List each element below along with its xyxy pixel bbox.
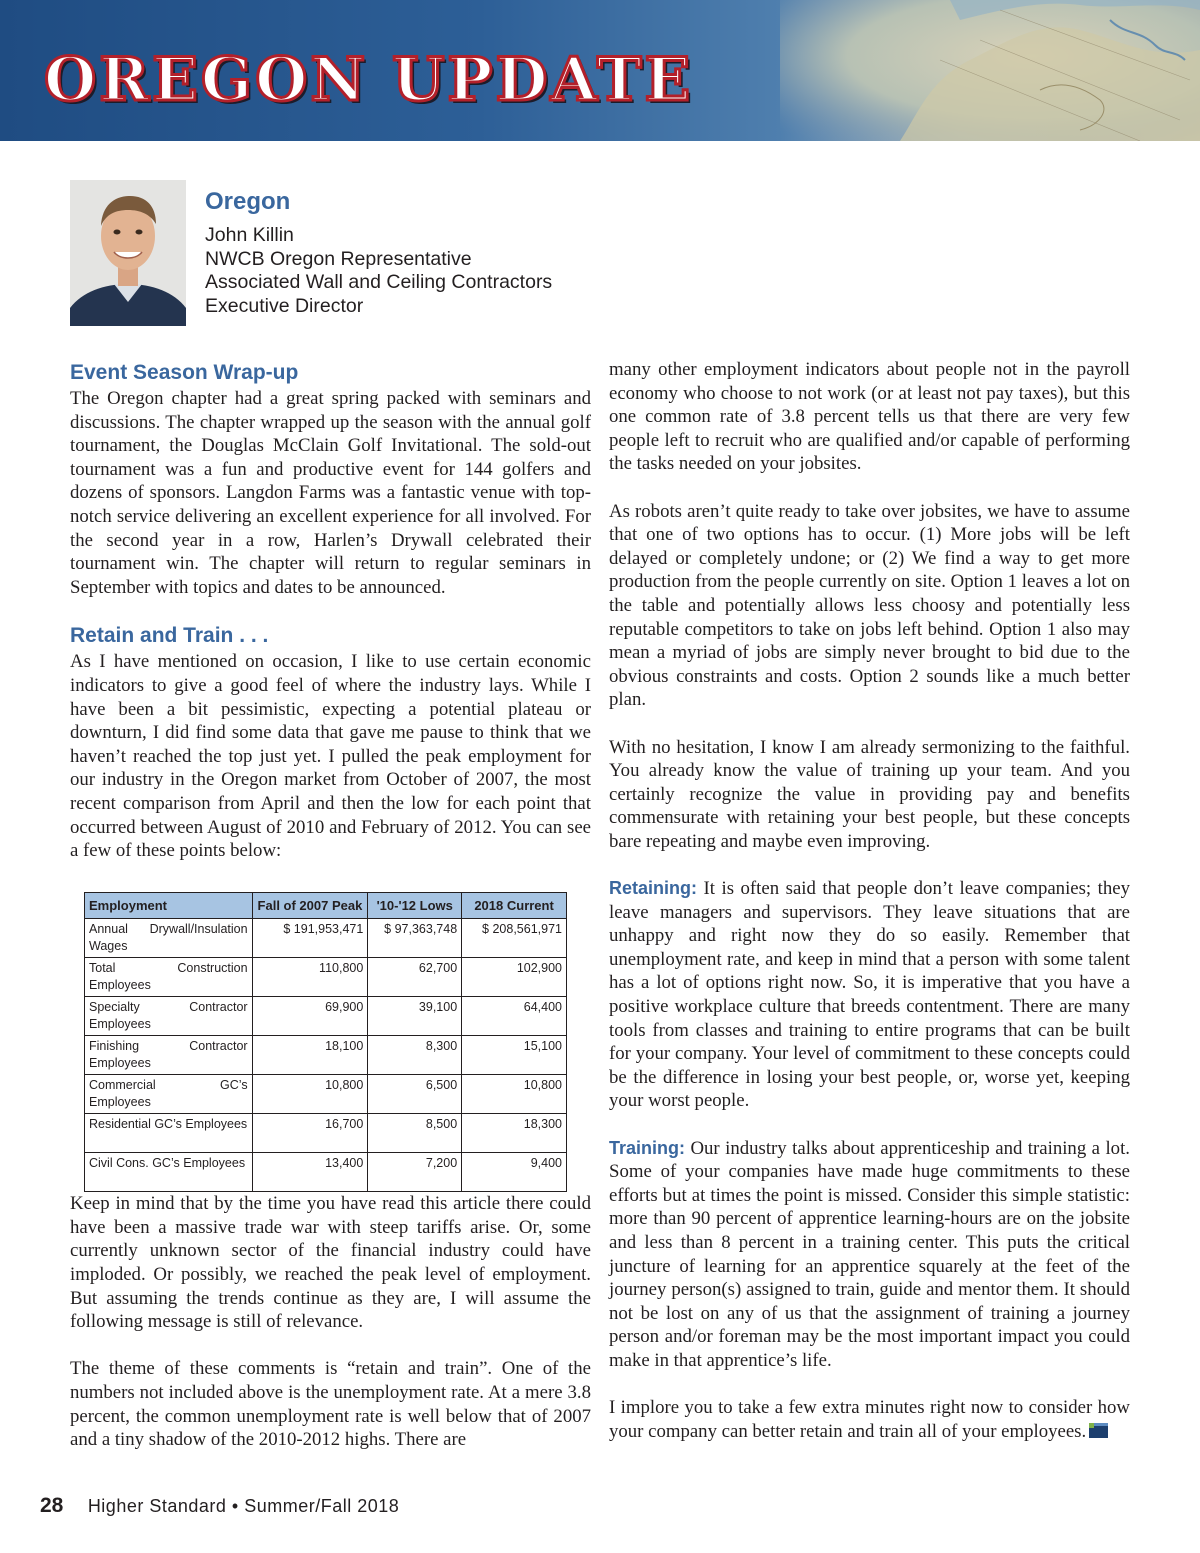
table-header-row <box>85 892 567 919</box>
table-row <box>85 1075 567 1114</box>
table-cell-label: Total Construction Employees <box>85 958 253 997</box>
banner-title: OREGON UPDATE <box>44 45 694 115</box>
table-cell: 10,800 <box>252 1075 368 1114</box>
paragraph-retain-train-theme: The theme of these comments is “retain and train”. One of the numbers not included above is the unemployment rate. At a mere 3.8 percent, the common unemployment rate is well below that of 2007 and a tiny shadow of the 2010-2012 highs. There are <box>70 1358 591 1451</box>
header-banner <box>0 0 1200 141</box>
table-cell-label: Commercial GC’s Employees <box>85 1075 253 1114</box>
training-text: Our industry talks about apprenticeship and training a lot. Some of your companies have made huge commitments to these efforts but at times the point is missed. Consider this simple statistic: more than 90 percent of apprentice learning-hours are on the jobsite and less than 8 percent in a training center. This puts the critical juncture of learning for an apprentice squarely at the feet of the journey person(s) assigned to train, guide and mentor them. It should not be lost on any of us that the assignment of training a journey person and/or foreman may be the most important impact you could make in that apprentice’s life. <box>609 1137 1130 1371</box>
table-cell: 8,500 <box>368 1114 462 1153</box>
end-of-article-icon <box>1089 1423 1108 1438</box>
table-cell-label: Residential GC’s Employees <box>85 1114 253 1153</box>
table-cell: 18,300 <box>462 1114 567 1153</box>
publication-info: Higher Standard • Summer/Fall 2018 <box>87 1496 400 1516</box>
article-right-column <box>609 358 1130 1443</box>
table-row <box>85 958 567 997</box>
paragraph-indicators: As I have mentioned on occasion, I like to use certain economic indicators to give a good feel of where the industry lays. While I have been a bit pessimistic, expecting a potential plateau or downturn, I did find some data that gave me pause to think that we haven’t reached the top just yet. I pulled the peak employment for our industry in the Oregon market from October of 2007, the most recent comparison from April and then the low for each point that occurred between August of 2010 and February of 2012. You can see a few of these points below: <box>70 651 591 862</box>
table-cell: $ 208,561,971 <box>462 919 567 958</box>
table-cell: 69,900 <box>252 997 368 1036</box>
author-state: Oregon <box>205 188 291 215</box>
table-header: '10-'12 Lows <box>368 892 462 919</box>
page-footer <box>40 1494 399 1518</box>
closing-text: I implore you to take a few extra minutes right now to consider how your company can better retain and train all of your employees. <box>609 1397 1130 1442</box>
table-cell: 39,100 <box>368 997 462 1036</box>
author-title-3: Executive Director <box>205 294 364 317</box>
paragraph-training <box>609 1137 1130 1373</box>
table-header: 2018 Current <box>462 892 567 919</box>
author-title-1: NWCB Oregon Representative <box>205 247 472 270</box>
table-cell: 110,800 <box>252 958 368 997</box>
table-row <box>85 1153 567 1192</box>
paragraph-retaining <box>609 877 1130 1113</box>
table-cell-label: Finishing Contractor Employees <box>85 1036 253 1075</box>
table-cell: 10,800 <box>462 1075 567 1114</box>
table-row <box>85 919 567 958</box>
paragraph-event-season: The Oregon chapter had a great spring packed with seminars and discussions. The chapter wrapped up the season with the annual golf tournament, the Douglas McClain Golf Invitational. The sold-out tournament was a fun and productive event for 144 golfers and dozens of sponsors. Langdon Farms was a fantastic venue with top-notch service delivering an excellent experience for all involved. For the second year in a row, Harlen’s Drywall celebrated their tournament win. The chapter will return to regular seminars in September with topics and dates to be announced. <box>70 388 591 598</box>
training-lead: Training: <box>609 1137 685 1158</box>
table-cell: $ 191,953,471 <box>252 919 368 958</box>
paragraph-employment-indicators: many other employment indicators about people not in the payroll economy who choose to not work (or at least not pay taxes), but this one common rate of 3.8 percent tells us that there are very few people left to recruit who are qualified and/or capable of performing the tasks needed on your jobsites. <box>609 359 1130 475</box>
table-cell: 7,200 <box>368 1153 462 1192</box>
table-cell-label: Civil Cons. GC’s Employees <box>85 1153 253 1192</box>
table-cell: 102,900 <box>462 958 567 997</box>
table-cell: 8,300 <box>368 1036 462 1075</box>
table-cell: $ 97,363,748 <box>368 919 462 958</box>
table-cell-label: Annual Drywall/Insulation Wages <box>85 919 253 958</box>
table-cell: 64,400 <box>462 997 567 1036</box>
section-heading-event-season: Event Season Wrap-up <box>70 361 299 384</box>
world-map-image <box>780 0 1200 141</box>
paragraph-closing <box>609 1396 1130 1443</box>
table-cell: 15,100 <box>462 1036 567 1075</box>
table-cell: 9,400 <box>462 1153 567 1192</box>
table-row <box>85 1036 567 1075</box>
table-cell: 16,700 <box>252 1114 368 1153</box>
table-row <box>85 1114 567 1153</box>
table-header: Employment <box>85 892 253 919</box>
section-heading-retain-train: Retain and Train . . . <box>70 624 269 648</box>
table-cell: 62,700 <box>368 958 462 997</box>
author-photo <box>70 180 186 326</box>
employment-table-wrapper <box>84 892 591 1193</box>
author-title-2: Associated Wall and Ceiling Contractors <box>205 271 553 294</box>
table-cell-label: Specialty Contractor Employees <box>85 997 253 1036</box>
table-cell: 13,400 <box>252 1153 368 1192</box>
table-cell: 18,100 <box>252 1036 368 1075</box>
table-cell: 6,500 <box>368 1075 462 1114</box>
retaining-lead: Retaining: <box>609 878 697 899</box>
retaining-text: It is often said that people don’t leave companies; they leave managers and supervisors. They leave situations that are unhappy and right now they do so easily. Remember that unemployment rate, and keep in mind that a person with some talent has a lot of options right now. So, it is imperative that you have a positive workplace culture that breeds contentment. There are many tools from classes and training to entire programs that can be built for your company. Your level of commitment to these concepts could be the difference in losing your best people, or, worse yet, keeping your worst people. <box>609 878 1130 1112</box>
paragraph-trade-war: Keep in mind that by the time you have read this article there could have been a massive trade war with steep tariffs arise. Or, some currently unknown sector of the financial industry could have imploded. Or possibly, we reached the peak level of employment. But assuming the trends continue as they are, I will assume the following message is still of relevance. <box>70 1193 591 1333</box>
table-row <box>85 997 567 1036</box>
employment-table <box>84 892 567 1193</box>
table-header: Fall of 2007 Peak <box>252 892 368 919</box>
author-info <box>205 188 805 318</box>
article-left-column <box>70 359 591 1452</box>
author-name: John Killin <box>205 224 294 246</box>
page-number: 28 <box>40 1494 64 1517</box>
paragraph-robots: As robots aren’t quite ready to take over jobsites, we have to assume that one of two options has to occur. (1) More jobs will be left delayed or completely undone; or (2) We find a way to get more production from the people currently on site. Option 1 leaves a lot on the table and potentially allows less choosy and potentially less reputable competitors to take on jobs left behind. Option 1 also may mean a myriad of jobs are simply never brought to bid due to the obvious constraints and costs. Option 2 sounds like a much better plan. <box>609 500 1130 711</box>
paragraph-sermonizing: With no hesitation, I know I am already sermonizing to the faithful. You already know the value of training up your team. And you certainly recognize the value in providing pay and benefits commensurate with retaining your best people, but these concepts bare repeating and maybe even improving. <box>609 736 1130 852</box>
